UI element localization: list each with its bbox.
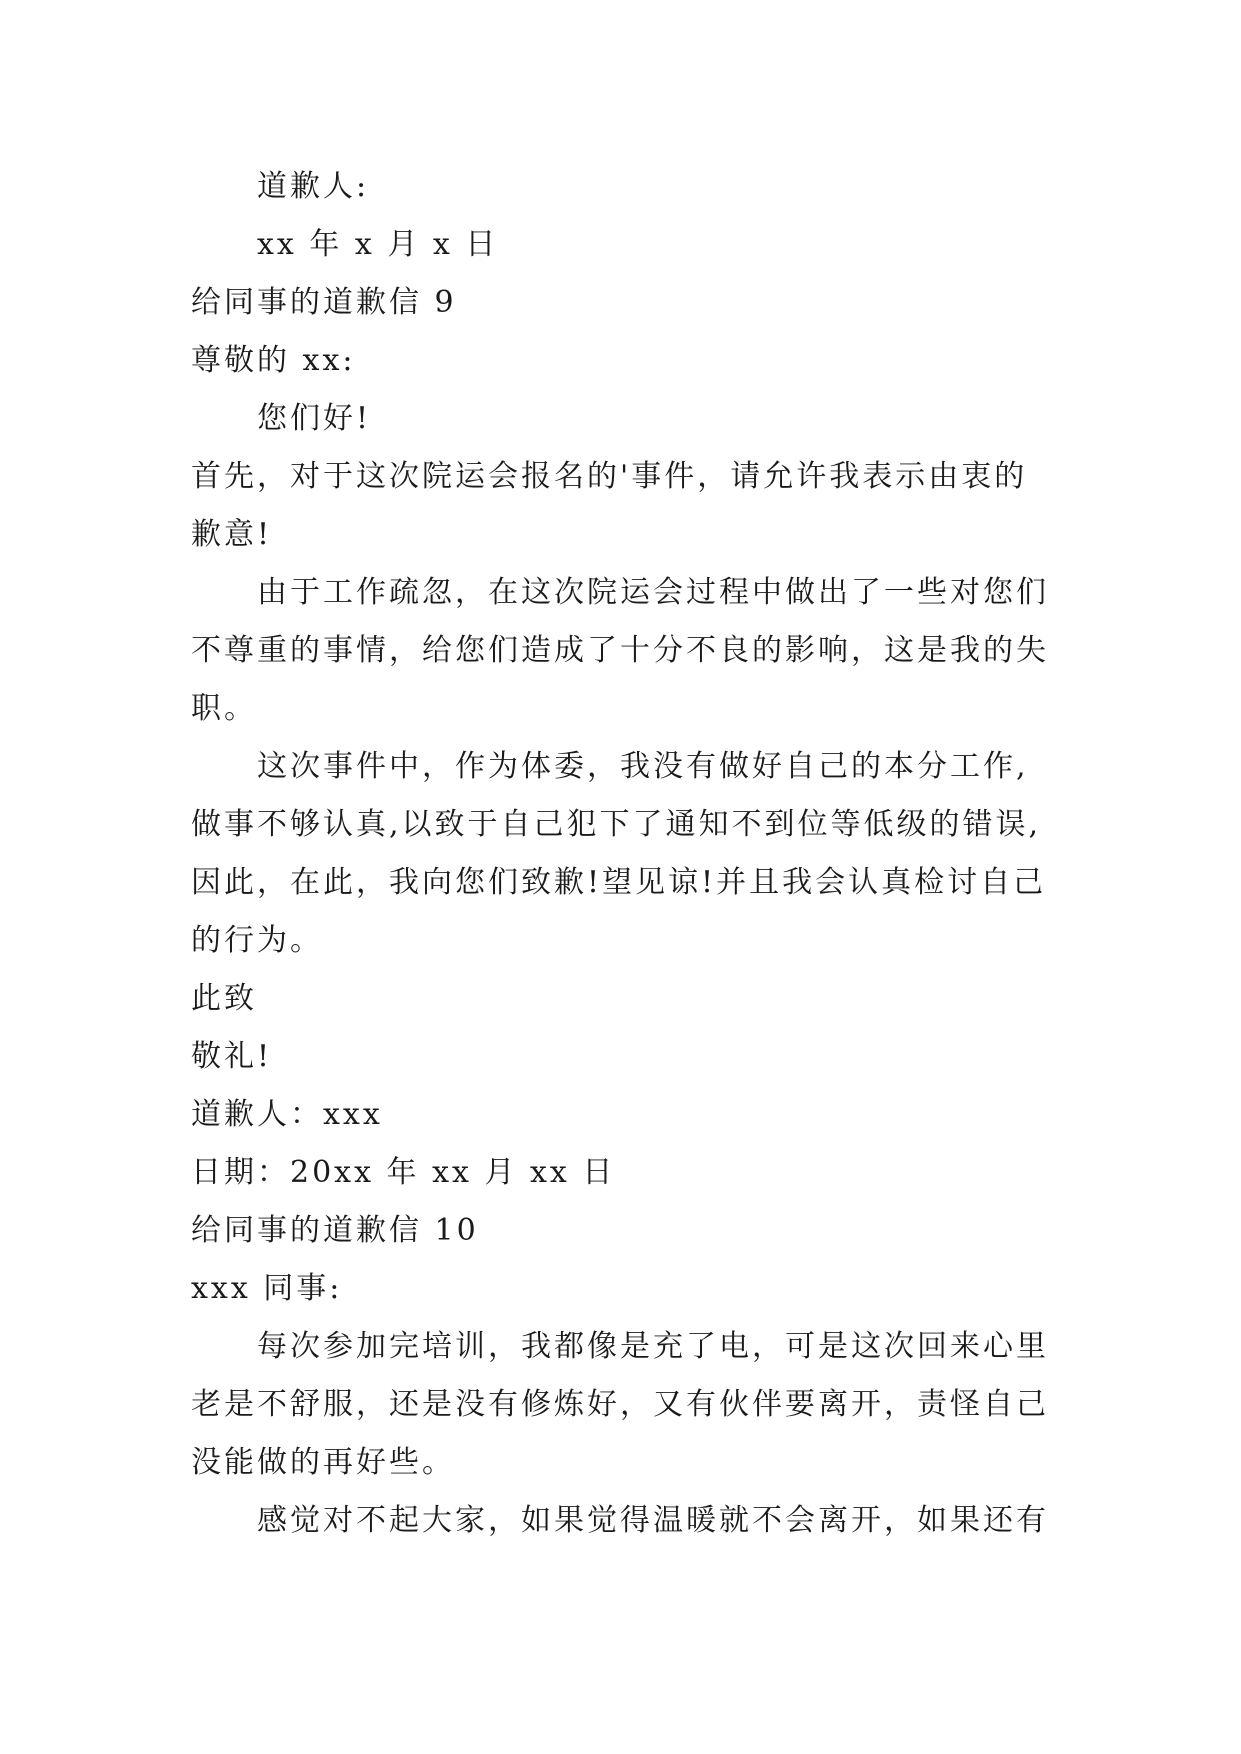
paragraph-line: 职。 (191, 691, 257, 726)
signature-label-line: 道歉人: (257, 169, 370, 204)
paragraph-line: 因此，在此，我向您们致歉!望见谅!并且我会认真检讨自己 (191, 865, 1047, 900)
signature-line: 道歉人：xxx (191, 1097, 383, 1132)
paragraph-line: 感觉对不起大家，如果觉得温暖就不会离开，如果还有 (257, 1503, 1049, 1538)
date-line: xx 年 x 月 x 日 (257, 227, 499, 262)
closing-line: 敬礼! (191, 1039, 273, 1074)
paragraph-line: 不尊重的事情，给您们造成了十分不良的影响，这是我的失 (191, 633, 1049, 668)
salutation-line: 尊敬的 xx: (191, 343, 356, 378)
paragraph-line: 由于工作疏忽，在这次院运会过程中做出了一些对您们 (257, 575, 1049, 610)
letter-title-10: 给同事的道歉信 10 (191, 1213, 479, 1248)
paragraph-line: 老是不舒服，还是没有修炼好，又有伙伴要离开，责怪自己 (191, 1387, 1049, 1422)
letter-title-9: 给同事的道歉信 9 (191, 285, 457, 320)
paragraph-line: 做事不够认真,以致于自己犯下了通知不到位等低级的错误, (191, 807, 1042, 842)
salutation-line: xxx 同事: (191, 1271, 343, 1306)
paragraph-line: 的行为。 (191, 923, 323, 958)
paragraph-line: 这次事件中，作为体委，我没有做好自己的本分工作, (257, 749, 1029, 784)
date-line: 日期：20xx 年 xx 月 xx 日 (191, 1155, 616, 1190)
closing-line: 此致 (191, 981, 257, 1016)
document-body (191, 158, 1061, 1550)
paragraph-line: 歉意! (191, 517, 273, 552)
greeting-line: 您们好! (257, 401, 372, 436)
paragraph-line: 没能做的再好些。 (191, 1445, 455, 1480)
paragraph-line: 每次参加完培训，我都像是充了电，可是这次回来心里 (257, 1329, 1049, 1364)
paragraph-line: 首先，对于这次院运会报名的'事件，请允许我表示由衷的 (191, 459, 1028, 494)
